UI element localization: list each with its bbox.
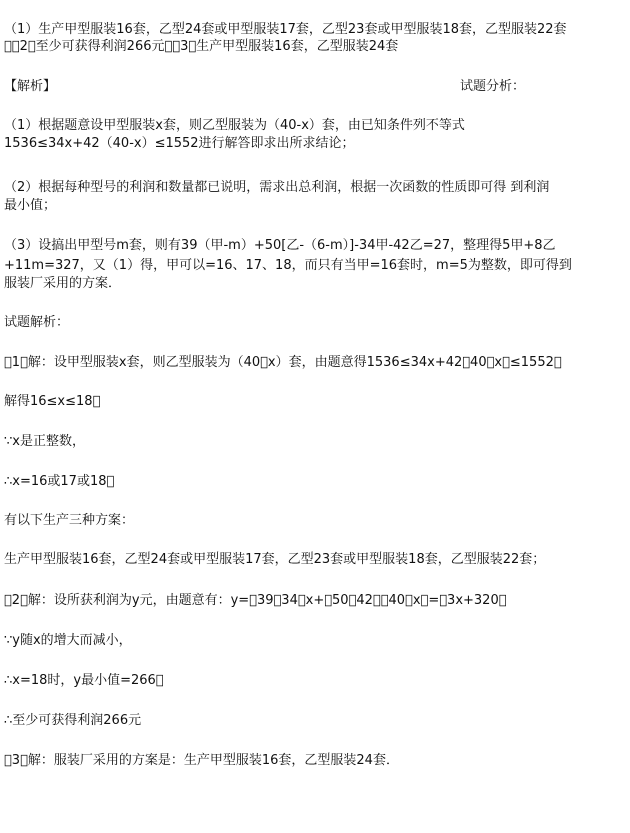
analysis-subheading: 试题分析： [460,79,526,94]
solution-2-line-2: ∵y随x的增大而减小， [4,633,132,648]
solution-1-line-5: 有以下生产三种方案： [4,513,135,528]
analysis-p1-line-2: 1536≤34x+42（40-x）≤1552进行解答即求出所求结论； [4,136,355,151]
analysis-p3-line-2: +11m=327，又（1）得，甲可以=16、17、18，而只有当甲=16套时，m=5为整数，即可得到 [4,258,572,273]
analysis-p2-line-2: 最小值； [4,198,57,213]
analysis-p3-line-3: 服装厂采用的方案． [4,276,122,291]
analysis-p2-line-1: （2）根据每种型号的利润和数量都已说明，需求出总利润，根据一次函数的性质即可得 到利润 [4,180,550,195]
solution-2-line-4: ∴至少可获得利润266元 [4,713,142,728]
analysis-p1-line-1: （1）根据题意设甲型服装x套，则乙型服装为（40-x）套，由已知条件列不等式 [4,118,465,133]
solution-1-line-3: ∵x是正整数， [4,434,85,449]
solution-1-line-1: 􀀀1）解：设甲型服装x套，则乙型服装为（40􀀀x）套，由题意得1536≤34x+42􀀀40􀀀x􀀀≤1552􀀀 [4,355,562,370]
solution-2-line-3: ∴x=18时，y最小值=266􀀀 [4,673,164,688]
solution-1-line-4: ∴x=16或17或18􀀀 [4,474,115,489]
solution-3-line-1: 􀀀3）解：服装厂采用的方案是：生产甲型服装16套，乙型服装24套． [4,753,399,768]
answer-line-2: ；􀀀2􀀀至少可获得利润266元􀀀􀀀3􀀀生产甲型服装16套，乙型服装24套 [4,39,399,54]
solution-1-line-6: 生产甲型服装16套，乙型24套或甲型服装17套，乙型23套或甲型服装18套，乙型服装22套； [4,552,546,567]
analysis-heading: 【解析】 [4,79,57,94]
solution-heading: 试题解析： [4,315,70,330]
analysis-p3-line-1: （3）设搞出甲型号m套，则有39（甲-m）+50[乙-（6-m）]-34甲-42乙=27，整理得5甲+8乙 [4,238,556,253]
solution-1-line-2: 解得16≤x≤18􀀀 [4,394,101,409]
answer-line-1: （1）生产甲型服装16套，乙型24套或甲型服装17套，乙型23套或甲型服装18套，乙型服装22套 [4,22,567,37]
solution-2-line-1: 􀀀2）解：设所获利润为y元，由题意有：y=􀀀39􀀀34􀀀x+􀀀50􀀀42􀀀􀀀40􀀀x􀀀=􀀀3x+320􀀀 [4,593,507,608]
